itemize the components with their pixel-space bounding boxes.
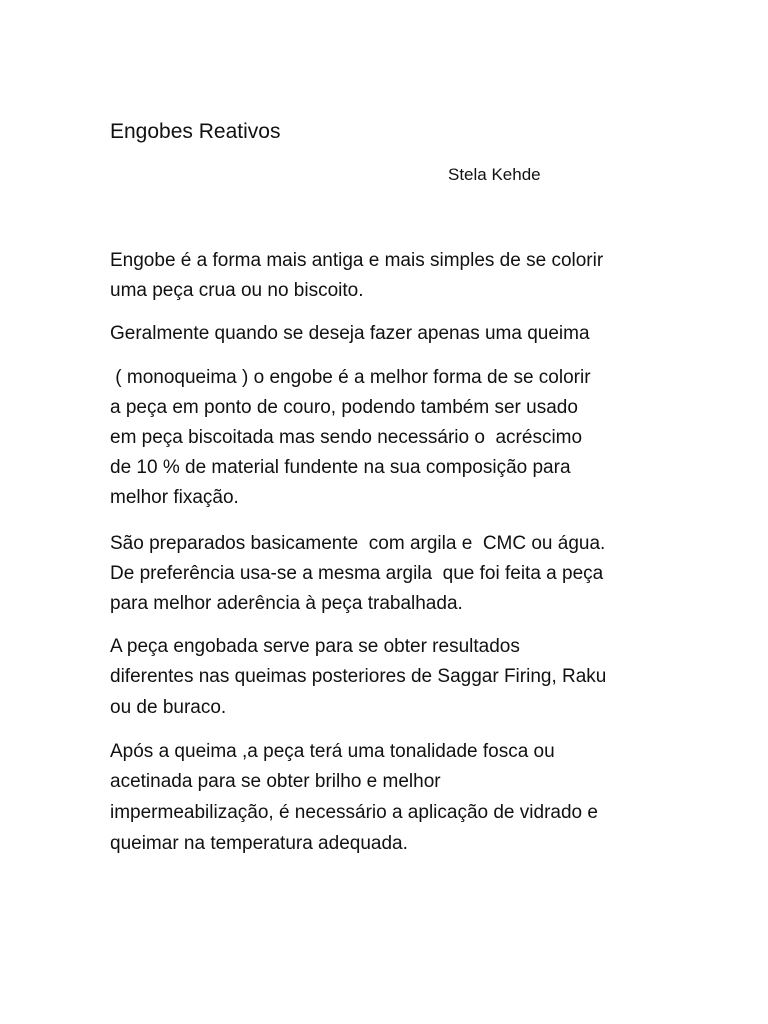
paragraph-line: ou de buraco. [110,697,227,718]
document-title: Engobes Reativos [110,120,281,143]
paragraph-line: acetinada para se obter brilho e melhor [110,771,441,792]
paragraph-line: A peça engobada serve para se obter resultados [110,636,520,657]
paragraph-line: de 10 % de material fundente na sua composição para [110,457,571,478]
paragraph-line: São preparados basicamente com argila e CMC ou água. [110,533,606,554]
paragraph-line: Engobe é a forma mais antiga e mais simples de se colorir [110,250,604,271]
paragraph-line: a peça em ponto de couro, podendo também ser usado [110,397,578,418]
paragraph-line: Geralmente quando se deseja fazer apenas uma queima [110,323,590,344]
paragraph-line: diferentes nas queimas posteriores de Saggar Firing, Raku [110,666,607,687]
document-author: Stela Kehde [448,165,541,184]
paragraph-line: Após a queima ,a peça terá uma tonalidade fosca ou [110,741,555,762]
paragraph-line: De preferência usa-se a mesma argila que foi feita a peça [110,563,604,584]
paragraph-line: em peça biscoitada mas sendo necessário o acréscimo [110,427,583,448]
paragraph-line: queimar na temperatura adequada. [110,833,408,854]
paragraph-line: para melhor aderência à peça trabalhada. [110,593,463,614]
paragraph-line: ( monoqueima ) o engobe é a melhor forma de se colorir [110,367,591,388]
paragraph-line: melhor fixação. [110,487,239,508]
paragraph-line: uma peça crua ou no biscoito. [110,280,364,301]
paragraph-line: impermeabilização, é necessário a aplicação de vidrado e [110,802,598,823]
